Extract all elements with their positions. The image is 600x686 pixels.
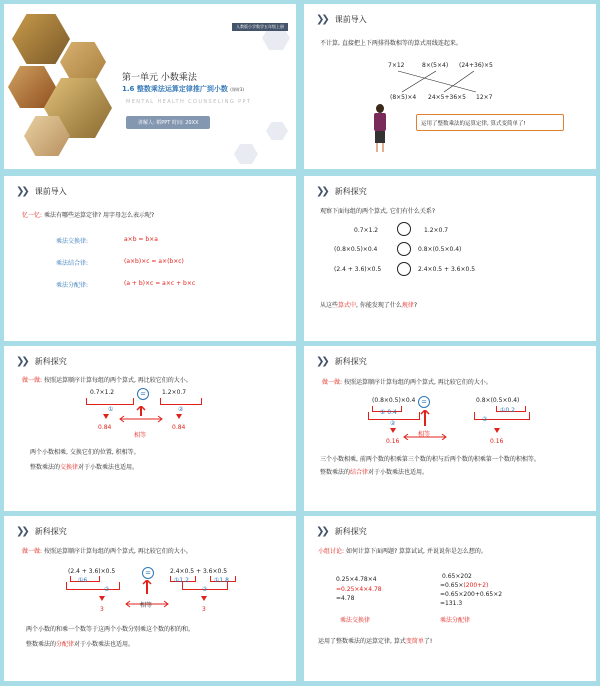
left-step-2: ②	[104, 586, 110, 593]
conclusion-2	[26, 639, 134, 648]
photo-hex-2	[60, 42, 106, 82]
conclusion-1: 两个小数的和乘一个数等于这两个小数分别乘这个数的积的和。	[26, 626, 195, 633]
result-2: 0.84	[172, 424, 186, 431]
instruction-lead: 做一做:	[322, 379, 343, 386]
arrow-down-2	[494, 428, 500, 433]
left-expr: 0.7×1.2	[90, 389, 115, 396]
slide-8[interactable]	[304, 516, 596, 681]
right-expr-3: 2.4×0.5 + 3.6×0.5	[418, 266, 476, 273]
slide-4[interactable]	[304, 176, 596, 341]
calc-a-line-1: 0.25×4.78×4	[336, 576, 377, 583]
bottom-expr-2[interactable]: 24×5+36×5	[428, 94, 466, 101]
slide-3[interactable]	[4, 176, 296, 341]
instruction-lead: 做一做:	[22, 377, 43, 384]
final-note-1: 运用了整数乘法的运算定律, 算式	[318, 638, 406, 645]
slide-title: 课前导入	[34, 186, 67, 196]
law-formula-associative: (a×b)×c = a×(b×c)	[124, 258, 184, 265]
calc-b-prefix: =0.65×	[440, 582, 464, 589]
left-expr: (0.8×0.5)×0.4	[372, 397, 416, 404]
final-note-2: 变简单	[405, 638, 424, 645]
conclusion-2b: 交换律	[60, 464, 79, 471]
instruction-lead: 小组讨论:	[318, 548, 345, 555]
instruction	[22, 375, 192, 384]
calc-b-line-2	[440, 582, 488, 589]
right-expr-1: 1.2×0.7	[424, 227, 449, 234]
equal-label: 相等	[418, 431, 431, 438]
instruction-text: 按照运算顺序计算每组的两个算式, 再比较它们的大小。	[42, 377, 192, 384]
law-name-distributive: 乘法分配律:	[56, 282, 89, 289]
instruction	[22, 546, 192, 555]
result-1: 0.16	[386, 438, 400, 445]
slide-2[interactable]	[304, 4, 596, 169]
equals-circle: =	[137, 388, 149, 400]
law-label-b: 乘法分配律	[440, 617, 471, 624]
instruction	[318, 546, 487, 555]
unit-title: 第一单元 小数乘法	[122, 73, 197, 83]
deco-hex-3	[266, 122, 288, 140]
speaker-bar: 讲解人: 稻PPT 时间: 20XX	[126, 116, 210, 129]
instruction-text: 如何计算下面两题? 算算试试, 并说说你是怎么想的。	[344, 548, 487, 555]
finding-3: , 你能发现了什么	[356, 302, 402, 309]
left-expr: (2.4 + 3.6)×0.5	[68, 568, 116, 575]
left-outer-bracket	[66, 582, 120, 590]
bottom-expr-1[interactable]: (8×5)×4	[390, 94, 417, 101]
conclusion-2a: 整数乘法的	[26, 641, 57, 648]
bottom-expr-3[interactable]: 12×7	[476, 94, 493, 101]
slide-5[interactable]	[4, 346, 296, 511]
lesson-period: (课时3)	[230, 87, 244, 92]
right-expr-2: 0.8×(0.5×0.4)	[418, 246, 462, 253]
slide-title: 新科探究	[34, 526, 67, 536]
chevron-icon: ❯❯	[316, 525, 327, 537]
conclusion-2b: 分配律	[56, 641, 75, 648]
bidirectional-arrow	[116, 406, 166, 426]
question-text: 乘法有哪些运算定律? 用字母怎么表示呢?	[42, 212, 155, 219]
equal-label: 相等	[134, 432, 147, 439]
arrow-down-2	[176, 414, 182, 419]
left-bracket	[86, 398, 134, 405]
slide-title: 新科探究	[34, 356, 67, 366]
calc-b-split: (200+2)	[463, 582, 489, 589]
instruction-text: 按照运算顺序计算每组的两个算式, 再比较它们的大小。	[342, 379, 492, 386]
result-2: 3	[202, 606, 206, 613]
conclusion-1: 两个小数相乘, 交换它们的位置, 积相等。	[30, 449, 140, 456]
left-expr-2: (0.8×0.5)×0.4	[334, 246, 378, 253]
compare-blank-2[interactable]	[397, 242, 411, 256]
arrow-down-2	[201, 596, 207, 601]
instruction	[322, 377, 492, 386]
conclusion-2c: 对于小数乘法也适用。	[74, 641, 135, 648]
left-expr-3: (2.4 + 3.6)×0.5	[334, 266, 382, 273]
result-1: 3	[100, 606, 104, 613]
matching-lines	[304, 4, 596, 169]
calc-b-line-1: 0.65×202	[442, 573, 472, 580]
slide-title: 新科探究	[334, 526, 367, 536]
top-expr-2[interactable]: 8×(5×4)	[422, 62, 449, 69]
calc-a-line-2: =0.25×4×4.78	[336, 586, 382, 593]
arrow-down-1	[99, 596, 105, 601]
law-label-a: 乘法交换律	[340, 617, 371, 624]
chevron-icon: ❯❯	[16, 525, 27, 537]
final-note-3: 了!	[423, 638, 433, 645]
conclusion-2	[320, 467, 428, 476]
slide-6[interactable]	[304, 346, 596, 511]
arrow-down-1	[103, 414, 109, 419]
instruction: 观察下面每组的两个算式, 它们有什么关系?	[320, 208, 435, 215]
english-subtitle: MENTAL HEALTH COUNSELING PPT	[126, 99, 252, 105]
lesson-name: 1.6 整数乘法运算定律推广到小数	[122, 85, 228, 93]
deco-hex-2	[234, 144, 258, 164]
chevron-icon: ❯❯	[316, 355, 327, 367]
right-expr: 1.2×0.7	[162, 389, 187, 396]
law-formula-commutative: a×b = b×a	[124, 236, 158, 243]
result-1: 0.84	[98, 424, 112, 431]
chevron-icon: ❯❯	[16, 185, 27, 197]
slide-1-title[interactable]	[4, 4, 296, 169]
chevron-icon: ❯❯	[16, 355, 27, 367]
finding-2: 算式中	[338, 302, 357, 309]
conclusion-2b: 结合律	[350, 469, 369, 476]
compare-blank-1[interactable]	[397, 222, 411, 236]
equals-circle: =	[418, 396, 430, 408]
chevron-icon: ❯❯	[316, 185, 327, 197]
result-2: 0.16	[490, 438, 504, 445]
law-formula-distributive: (a + b)×c = a×c + b×c	[124, 280, 196, 287]
instruction-lead: 做一做:	[22, 548, 43, 555]
left-step-1: ①6	[78, 577, 88, 584]
finding-1: 从这些	[320, 302, 339, 309]
lesson-title	[122, 84, 244, 94]
conclusion-2a: 整数乘法的	[320, 469, 351, 476]
slide-title: 新科探究	[334, 356, 367, 366]
question	[22, 210, 154, 219]
right-expr: 2.4×0.5 + 3.6×0.5	[170, 568, 228, 575]
law-name-associative: 乘法结合律:	[56, 260, 89, 267]
slide-title: 新科探究	[334, 186, 367, 196]
conclusion-1: 三个小数相乘, 前两个数的积乘第三个数的积与后两个数的积乘第一个数的积相等。	[320, 456, 540, 463]
top-expr-3[interactable]: (24+36)×5	[459, 62, 493, 69]
calc-b-line-3: =0.65×200+0.65×2	[440, 591, 503, 598]
teacher-figure	[372, 104, 388, 154]
final-note	[318, 636, 432, 645]
conclusion-2c: 对于小数乘法也适用。	[368, 469, 429, 476]
arrow-down-1	[390, 428, 396, 433]
right-step-1b: ①1.8	[214, 577, 229, 584]
right-step-1: ①0.2	[500, 407, 515, 414]
question-lead: 忆一忆:	[22, 212, 43, 219]
conclusion-2c: 对于小数乘法也适用。	[78, 464, 139, 471]
photo-hex-1	[12, 14, 70, 64]
finding-5: ?	[413, 302, 418, 309]
right-step-2: ②	[482, 416, 488, 423]
calc-a-line-3: =4.78	[336, 595, 355, 602]
right-expr: 0.8×(0.5×0.4)	[476, 397, 520, 404]
bubble-text: 运用了整数乘法的运算定律, 算式变简单了!	[421, 121, 526, 127]
left-step-2: ②	[390, 420, 396, 427]
right-step-1a: ①1.2	[174, 577, 189, 584]
right-bracket	[160, 398, 202, 405]
slide-title: 课前导入	[334, 14, 367, 24]
left-step-1: ① 0.4	[380, 409, 397, 416]
left-expr-1: 0.7×1.2	[354, 227, 379, 234]
instruction-text: 按照运算顺序计算每组的两个算式, 再比较它们的大小。	[42, 548, 192, 555]
conclusion-2	[30, 462, 138, 471]
top-expr-1[interactable]: 7×12	[388, 62, 405, 69]
speech-bubble	[416, 114, 564, 131]
step-1: ①	[108, 406, 114, 413]
compare-blank-3[interactable]	[397, 262, 411, 276]
step-2: ②	[178, 406, 184, 413]
equals-circle: =	[142, 567, 154, 579]
slide-7[interactable]	[4, 516, 296, 681]
right-step-2: ②	[202, 586, 208, 593]
equal-label: 相等	[140, 602, 153, 609]
finding-4: 规律	[401, 302, 414, 309]
instruction: 不计算, 直接把上下两排得数相等的算式用线连起来。	[320, 40, 462, 47]
law-name-commutative: 乘法交换律:	[56, 238, 89, 245]
corner-label: 人教版小学数学五年级上册	[232, 23, 288, 31]
calc-b-line-4: =131.3	[440, 600, 463, 607]
chevron-icon: ❯❯	[316, 13, 327, 25]
conclusion-2a: 整数乘法的	[30, 464, 61, 471]
finding-question	[320, 300, 417, 309]
